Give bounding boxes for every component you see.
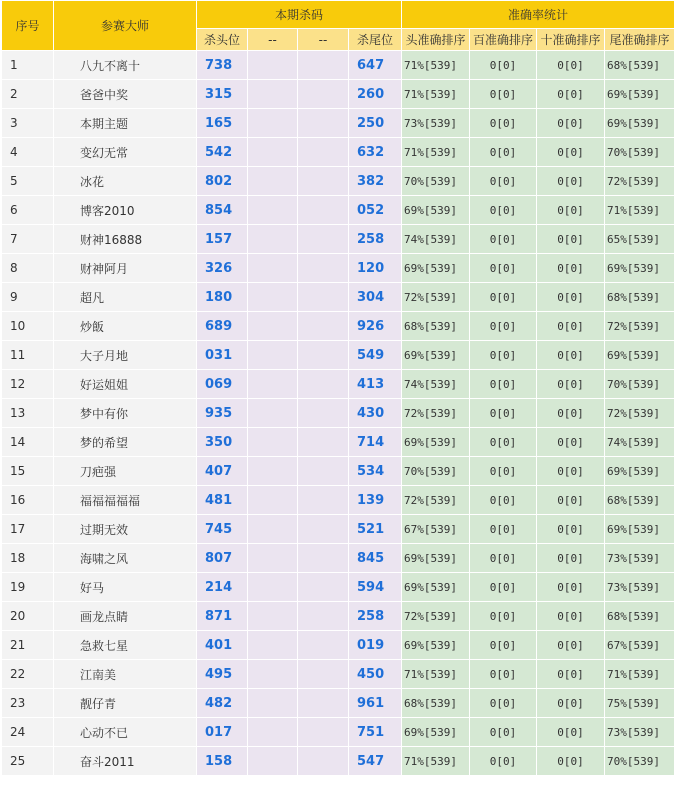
empty-cell (298, 51, 349, 80)
row-number: 5 (2, 167, 54, 196)
table-row (2, 515, 675, 544)
kill-tail-value: 714 (349, 428, 402, 457)
kill-tail-value: 019 (349, 631, 402, 660)
kill-head-value: 495 (197, 660, 248, 689)
empty-cell (298, 457, 349, 486)
kill-head-value: 326 (197, 254, 248, 283)
kill-tail-value: 549 (349, 341, 402, 370)
tail-accuracy: 72%[539] (605, 167, 675, 196)
ten-accuracy: 0[0] (537, 631, 605, 660)
kill-tail-value: 961 (349, 689, 402, 718)
ten-accuracy: 0[0] (537, 544, 605, 573)
empty-cell (248, 80, 298, 109)
head-accuracy: 71%[539] (402, 80, 470, 109)
empty-cell (248, 631, 298, 660)
kill-head-value: 350 (197, 428, 248, 457)
tail-accuracy: 68%[539] (605, 51, 675, 80)
header-kill-head: 杀头位 (197, 29, 248, 51)
ten-accuracy: 0[0] (537, 283, 605, 312)
table-row (2, 747, 675, 776)
empty-cell (298, 515, 349, 544)
table-row (2, 457, 675, 486)
empty-cell (248, 138, 298, 167)
row-number: 20 (2, 602, 54, 631)
head-accuracy: 72%[539] (402, 486, 470, 515)
table-row (2, 254, 675, 283)
empty-cell (298, 689, 349, 718)
ten-accuracy: 0[0] (537, 689, 605, 718)
hundred-accuracy: 0[0] (470, 109, 537, 138)
kill-tail-value: 382 (349, 167, 402, 196)
kill-tail-value: 260 (349, 80, 402, 109)
kill-head-value: 214 (197, 573, 248, 602)
ten-accuracy: 0[0] (537, 138, 605, 167)
hundred-accuracy: 0[0] (470, 196, 537, 225)
master-name: 爸爸中奖 (54, 80, 197, 109)
head-accuracy: 69%[539] (402, 544, 470, 573)
master-name: 好运姐姐 (54, 370, 197, 399)
table-row (2, 196, 675, 225)
header-dash-2: -- (298, 29, 349, 51)
kill-head-value: 165 (197, 109, 248, 138)
ten-accuracy: 0[0] (537, 51, 605, 80)
row-number: 17 (2, 515, 54, 544)
ten-accuracy: 0[0] (537, 312, 605, 341)
empty-cell (298, 602, 349, 631)
empty-cell (248, 660, 298, 689)
table-row (2, 167, 675, 196)
hundred-accuracy: 0[0] (470, 631, 537, 660)
kill-tail-value: 632 (349, 138, 402, 167)
master-name: 变幻无常 (54, 138, 197, 167)
table-row (2, 689, 675, 718)
empty-cell (298, 109, 349, 138)
kill-head-value: 807 (197, 544, 248, 573)
row-number: 23 (2, 689, 54, 718)
tail-accuracy: 69%[539] (605, 341, 675, 370)
tail-accuracy: 65%[539] (605, 225, 675, 254)
kill-tail-value: 594 (349, 573, 402, 602)
kill-tail-value: 521 (349, 515, 402, 544)
table-row (2, 283, 675, 312)
tail-accuracy: 73%[539] (605, 573, 675, 602)
table-row (2, 718, 675, 747)
kill-head-value: 854 (197, 196, 248, 225)
ten-accuracy: 0[0] (537, 225, 605, 254)
head-accuracy: 69%[539] (402, 428, 470, 457)
hundred-accuracy: 0[0] (470, 51, 537, 80)
row-number: 10 (2, 312, 54, 341)
tail-accuracy: 69%[539] (605, 457, 675, 486)
row-number: 1 (2, 51, 54, 80)
tail-accuracy: 69%[539] (605, 254, 675, 283)
tail-accuracy: 69%[539] (605, 80, 675, 109)
header-stats-group: 准确率统计 (402, 1, 675, 29)
master-name: 梦中有你 (54, 399, 197, 428)
table-row (2, 109, 675, 138)
table-row (2, 399, 675, 428)
master-name: 靓仔青 (54, 689, 197, 718)
hundred-accuracy: 0[0] (470, 225, 537, 254)
master-name: 江南美 (54, 660, 197, 689)
tail-accuracy: 70%[539] (605, 370, 675, 399)
row-number: 16 (2, 486, 54, 515)
master-name: 海啸之风 (54, 544, 197, 573)
kill-head-value: 158 (197, 747, 248, 776)
empty-cell (298, 196, 349, 225)
empty-cell (248, 312, 298, 341)
tail-accuracy: 70%[539] (605, 138, 675, 167)
empty-cell (248, 109, 298, 138)
empty-cell (248, 747, 298, 776)
master-name: 财神阿月 (54, 254, 197, 283)
empty-cell (298, 225, 349, 254)
hundred-accuracy: 0[0] (470, 370, 537, 399)
row-number: 3 (2, 109, 54, 138)
kill-tail-value: 258 (349, 602, 402, 631)
tail-accuracy: 70%[539] (605, 747, 675, 776)
empty-cell (248, 689, 298, 718)
tail-accuracy: 72%[539] (605, 312, 675, 341)
kill-head-value: 180 (197, 283, 248, 312)
kill-tail-value: 304 (349, 283, 402, 312)
kill-tail-value: 647 (349, 51, 402, 80)
row-number: 19 (2, 573, 54, 602)
table-row (2, 428, 675, 457)
empty-cell (248, 399, 298, 428)
master-name: 急救七星 (54, 631, 197, 660)
master-name: 炒飯 (54, 312, 197, 341)
header-kill-tail: 杀尾位 (349, 29, 402, 51)
kill-tail-value: 534 (349, 457, 402, 486)
kill-head-value: 315 (197, 80, 248, 109)
header-no: 序号 (2, 1, 54, 51)
head-accuracy: 69%[539] (402, 718, 470, 747)
kill-head-value: 689 (197, 312, 248, 341)
table-row (2, 51, 675, 80)
head-accuracy: 74%[539] (402, 225, 470, 254)
tail-accuracy: 67%[539] (605, 631, 675, 660)
tail-accuracy: 73%[539] (605, 544, 675, 573)
empty-cell (248, 167, 298, 196)
table-row (2, 631, 675, 660)
kill-tail-value: 258 (349, 225, 402, 254)
table-row (2, 370, 675, 399)
empty-cell (248, 573, 298, 602)
row-number: 2 (2, 80, 54, 109)
head-accuracy: 72%[539] (402, 602, 470, 631)
empty-cell (248, 544, 298, 573)
table-row (2, 544, 675, 573)
head-accuracy: 68%[539] (402, 689, 470, 718)
head-accuracy: 70%[539] (402, 457, 470, 486)
empty-cell (248, 225, 298, 254)
head-accuracy: 68%[539] (402, 312, 470, 341)
empty-cell (248, 515, 298, 544)
table-row (2, 138, 675, 167)
ten-accuracy: 0[0] (537, 573, 605, 602)
ten-accuracy: 0[0] (537, 457, 605, 486)
ten-accuracy: 0[0] (537, 486, 605, 515)
row-number: 6 (2, 196, 54, 225)
kill-tail-value: 547 (349, 747, 402, 776)
master-name: 画龙点睛 (54, 602, 197, 631)
tail-accuracy: 73%[539] (605, 718, 675, 747)
row-number: 7 (2, 225, 54, 254)
table-row (2, 486, 675, 515)
master-name: 奋斗2011 (54, 747, 197, 776)
empty-cell (298, 370, 349, 399)
table-row (2, 660, 675, 689)
tail-accuracy: 69%[539] (605, 109, 675, 138)
kill-head-value: 157 (197, 225, 248, 254)
kill-tail-value: 413 (349, 370, 402, 399)
empty-cell (298, 631, 349, 660)
row-number: 15 (2, 457, 54, 486)
head-accuracy: 72%[539] (402, 399, 470, 428)
head-accuracy: 69%[539] (402, 631, 470, 660)
hundred-accuracy: 0[0] (470, 660, 537, 689)
kill-tail-value: 139 (349, 486, 402, 515)
kill-head-value: 935 (197, 399, 248, 428)
head-accuracy: 71%[539] (402, 660, 470, 689)
empty-cell (248, 602, 298, 631)
table-row (2, 573, 675, 602)
empty-cell (298, 399, 349, 428)
empty-cell (298, 80, 349, 109)
master-name: 福福福福福 (54, 486, 197, 515)
row-number: 9 (2, 283, 54, 312)
head-accuracy: 69%[539] (402, 254, 470, 283)
hundred-accuracy: 0[0] (470, 486, 537, 515)
table-row (2, 225, 675, 254)
kill-tail-value: 450 (349, 660, 402, 689)
row-number: 25 (2, 747, 54, 776)
row-number: 12 (2, 370, 54, 399)
hundred-accuracy: 0[0] (470, 457, 537, 486)
hundred-accuracy: 0[0] (470, 718, 537, 747)
ten-accuracy: 0[0] (537, 660, 605, 689)
kill-head-value: 481 (197, 486, 248, 515)
row-number: 21 (2, 631, 54, 660)
empty-cell (298, 660, 349, 689)
ten-accuracy: 0[0] (537, 254, 605, 283)
kill-head-value: 031 (197, 341, 248, 370)
kill-head-value: 407 (197, 457, 248, 486)
hundred-accuracy: 0[0] (470, 138, 537, 167)
empty-cell (248, 196, 298, 225)
kill-tail-value: 120 (349, 254, 402, 283)
master-name: 财神16888 (54, 225, 197, 254)
header-kill-group: 本期杀码 (197, 1, 402, 29)
hundred-accuracy: 0[0] (470, 283, 537, 312)
master-name: 心动不已 (54, 718, 197, 747)
head-accuracy: 71%[539] (402, 138, 470, 167)
row-number: 11 (2, 341, 54, 370)
table-row (2, 312, 675, 341)
ten-accuracy: 0[0] (537, 370, 605, 399)
tail-accuracy: 71%[539] (605, 196, 675, 225)
master-name: 好马 (54, 573, 197, 602)
kill-head-value: 482 (197, 689, 248, 718)
kill-head-value: 542 (197, 138, 248, 167)
ten-accuracy: 0[0] (537, 167, 605, 196)
header-tail-rank[interactable]: 尾准确排序 (605, 29, 675, 51)
hundred-accuracy: 0[0] (470, 515, 537, 544)
kill-tail-value: 926 (349, 312, 402, 341)
row-number: 13 (2, 399, 54, 428)
master-name: 过期无效 (54, 515, 197, 544)
tail-accuracy: 68%[539] (605, 602, 675, 631)
header-dash-1: -- (248, 29, 298, 51)
master-name: 超凡 (54, 283, 197, 312)
master-name: 博客2010 (54, 196, 197, 225)
empty-cell (248, 718, 298, 747)
row-number: 8 (2, 254, 54, 283)
hundred-accuracy: 0[0] (470, 399, 537, 428)
master-name: 梦的希望 (54, 428, 197, 457)
ten-accuracy: 0[0] (537, 196, 605, 225)
header-master: 参赛大师 (54, 1, 197, 51)
empty-cell (298, 167, 349, 196)
hundred-accuracy: 0[0] (470, 544, 537, 573)
empty-cell (248, 486, 298, 515)
ten-accuracy: 0[0] (537, 399, 605, 428)
empty-cell (298, 428, 349, 457)
master-name: 刀疤强 (54, 457, 197, 486)
empty-cell (298, 573, 349, 602)
head-accuracy: 67%[539] (402, 515, 470, 544)
kill-head-value: 871 (197, 602, 248, 631)
ten-accuracy: 0[0] (537, 718, 605, 747)
ten-accuracy: 0[0] (537, 515, 605, 544)
head-accuracy: 69%[539] (402, 573, 470, 602)
ten-accuracy: 0[0] (537, 341, 605, 370)
row-number: 4 (2, 138, 54, 167)
kill-tail-value: 052 (349, 196, 402, 225)
kill-head-value: 401 (197, 631, 248, 660)
head-accuracy: 69%[539] (402, 196, 470, 225)
table-row (2, 602, 675, 631)
row-number: 14 (2, 428, 54, 457)
table-row (2, 80, 675, 109)
head-accuracy: 72%[539] (402, 283, 470, 312)
tail-accuracy: 69%[539] (605, 515, 675, 544)
empty-cell (248, 341, 298, 370)
ten-accuracy: 0[0] (537, 602, 605, 631)
kill-head-value: 069 (197, 370, 248, 399)
kill-tail-value: 430 (349, 399, 402, 428)
tail-accuracy: 74%[539] (605, 428, 675, 457)
header-head-rank[interactable]: 头准确排序 (402, 29, 470, 51)
row-number: 24 (2, 718, 54, 747)
hundred-accuracy: 0[0] (470, 689, 537, 718)
empty-cell (298, 283, 349, 312)
ten-accuracy: 0[0] (537, 109, 605, 138)
header-ten-rank[interactable]: 十准确排序 (537, 29, 605, 51)
empty-cell (298, 254, 349, 283)
tail-accuracy: 75%[539] (605, 689, 675, 718)
hundred-accuracy: 0[0] (470, 167, 537, 196)
empty-cell (248, 254, 298, 283)
hundred-accuracy: 0[0] (470, 573, 537, 602)
empty-cell (298, 718, 349, 747)
kill-head-value: 745 (197, 515, 248, 544)
tail-accuracy: 72%[539] (605, 399, 675, 428)
hundred-accuracy: 0[0] (470, 341, 537, 370)
empty-cell (298, 138, 349, 167)
hundred-accuracy: 0[0] (470, 80, 537, 109)
kill-head-value: 802 (197, 167, 248, 196)
kill-tail-value: 845 (349, 544, 402, 573)
head-accuracy: 69%[539] (402, 341, 470, 370)
empty-cell (298, 486, 349, 515)
kill-tail-value: 250 (349, 109, 402, 138)
empty-cell (248, 51, 298, 80)
row-number: 18 (2, 544, 54, 573)
kill-head-value: 738 (197, 51, 248, 80)
head-accuracy: 71%[539] (402, 51, 470, 80)
ten-accuracy: 0[0] (537, 80, 605, 109)
empty-cell (248, 428, 298, 457)
kill-head-value: 017 (197, 718, 248, 747)
row-number: 22 (2, 660, 54, 689)
head-accuracy: 71%[539] (402, 747, 470, 776)
hundred-accuracy: 0[0] (470, 254, 537, 283)
head-accuracy: 74%[539] (402, 370, 470, 399)
master-name: 八九不离十 (54, 51, 197, 80)
master-name: 冰花 (54, 167, 197, 196)
empty-cell (248, 457, 298, 486)
tail-accuracy: 68%[539] (605, 486, 675, 515)
table-body (2, 51, 675, 776)
master-name: 本期主题 (54, 109, 197, 138)
empty-cell (248, 283, 298, 312)
ten-accuracy: 0[0] (537, 428, 605, 457)
hundred-accuracy: 0[0] (470, 312, 537, 341)
kill-tail-value: 751 (349, 718, 402, 747)
hundred-accuracy: 0[0] (470, 602, 537, 631)
head-accuracy: 73%[539] (402, 109, 470, 138)
ten-accuracy: 0[0] (537, 747, 605, 776)
kill-code-table (1, 0, 675, 776)
master-name: 大子月地 (54, 341, 197, 370)
empty-cell (298, 747, 349, 776)
empty-cell (248, 370, 298, 399)
empty-cell (298, 544, 349, 573)
table-row (2, 341, 675, 370)
header-hundred-rank[interactable]: 百准确排序 (470, 29, 537, 51)
head-accuracy: 70%[539] (402, 167, 470, 196)
tail-accuracy: 71%[539] (605, 660, 675, 689)
tail-accuracy: 68%[539] (605, 283, 675, 312)
empty-cell (298, 341, 349, 370)
empty-cell (298, 312, 349, 341)
hundred-accuracy: 0[0] (470, 428, 537, 457)
hundred-accuracy: 0[0] (470, 747, 537, 776)
